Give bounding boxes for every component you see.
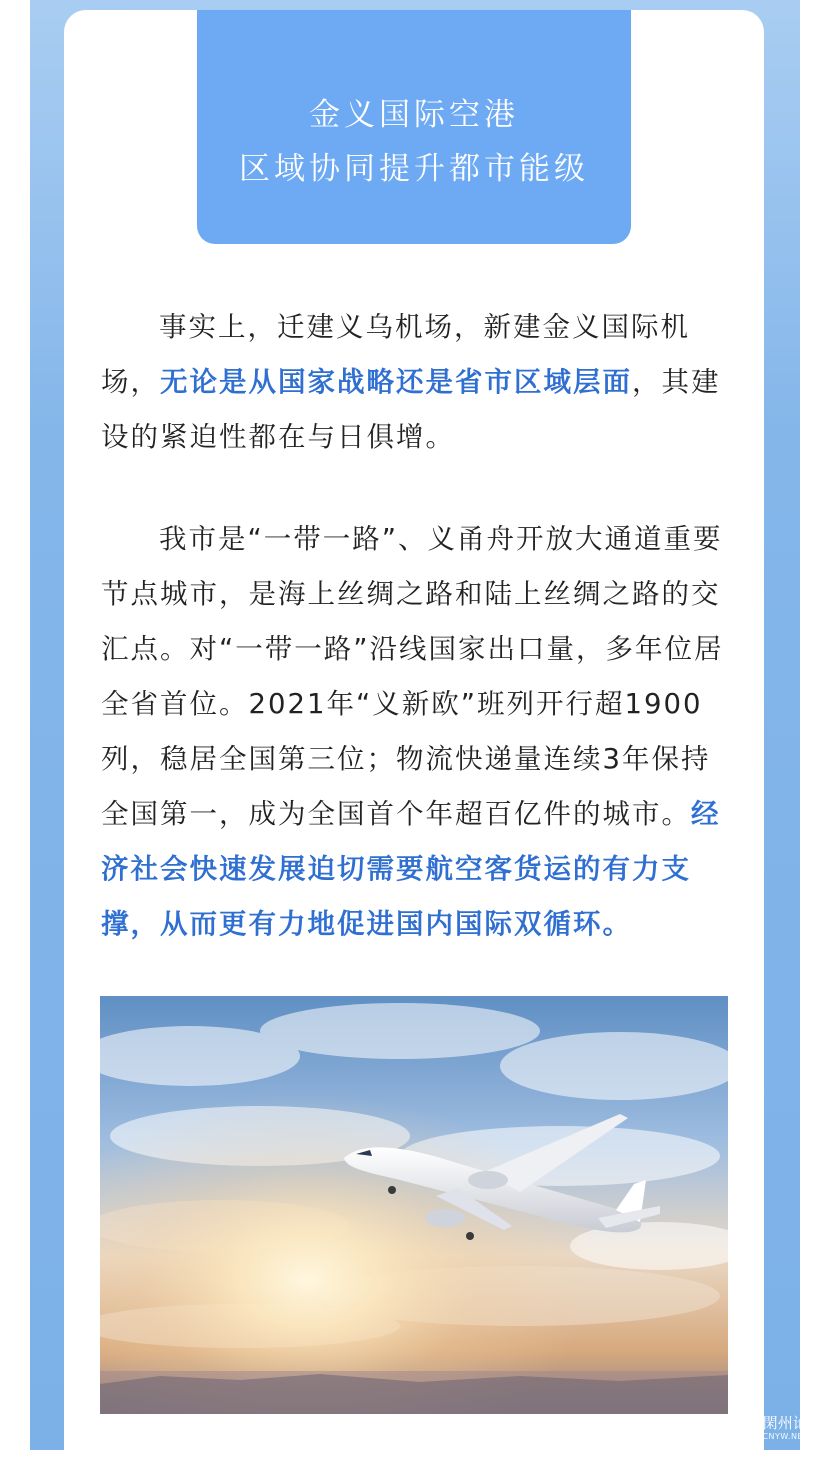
watermark-text: 閑州论坛	[762, 1414, 823, 1432]
paragraph-2	[101, 512, 731, 952]
watermark-url: BBS.CNYW.NET	[742, 1432, 809, 1441]
frame-edge-left	[0, 0, 30, 1450]
forum-logo-icon	[742, 1416, 758, 1432]
paragraph-1-text: 事实上，迁建义乌机场，新建金义国际机场，	[101, 311, 690, 398]
section-title-line1: 金义国际空港	[309, 97, 519, 133]
frame-edge-right	[800, 0, 828, 1450]
paragraph-1	[101, 300, 731, 465]
section-title-box	[197, 10, 631, 244]
airplane-sunset-photo	[100, 996, 728, 1414]
section-title-line2: 区域协同提升都市能级	[239, 151, 589, 187]
paragraph-1-highlight: 无论是从国家战略还是省市区域层面	[160, 366, 632, 398]
paragraph-2-text: 我市是“一带一路”、义甬舟开放大通道重要节点城市，是海上丝绸之路和陆上丝绸之路的交汇点。对“一带一路”沿线国家出口量，多年位居全省首位。2021年“义新欧”班列开行超1900列，稳居全国第三位；物流快递量连续3年保持全国第一，成为全国首个年超百亿件的城市。	[101, 523, 724, 830]
forum-watermark	[742, 1414, 826, 1448]
paragraph-1-text-end: ，其建设的紧迫性都在与日俱增。	[101, 366, 721, 453]
paragraph-2-highlight: 经济社会快速发展迫切需要航空客货运的有力支撑，从而更有力地促进国内国际双循环。	[101, 798, 721, 940]
